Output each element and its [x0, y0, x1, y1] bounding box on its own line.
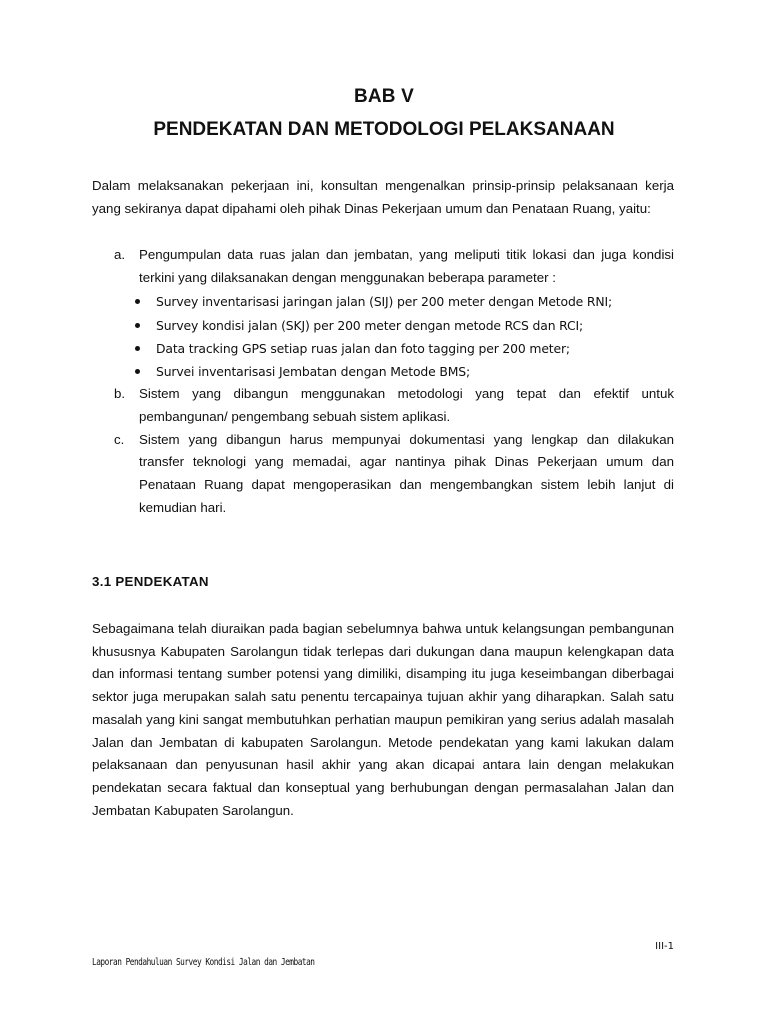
bullet-list	[139, 290, 674, 383]
list-item-text: Sistem yang dibangun menggunakan metodologi yang tepat dan efektif untuk pembangunan/ pengembang sebuah sistem aplikasi.	[139, 386, 674, 424]
bullet-dot-icon	[135, 299, 140, 304]
chapter-title: PENDEKATAN DAN METODOLOGI PELAKSANAAN	[153, 119, 615, 140]
bullet-text: Survey inventarisasi jaringan jalan (SIJ) per 200 meter dengan Metode RNI;	[156, 294, 613, 310]
list-item-b	[92, 383, 674, 428]
page-footer: Laporan Pendahuluan Survey Kondisi Jalan dan Jembatan	[92, 957, 315, 968]
bullet-item	[139, 337, 674, 360]
page-number: III-1	[655, 941, 674, 952]
list-item-text: Sistem yang dibangun harus mempunyai dokumentasi yang lengkap dan dilakukan transfer teknologi yang memadai, agar nantinya pihak Dinas Pekerjaan umum dan Penataan Ruang dapat mengoperasikan dan mengembangkan sistem lebih lanjut di kemudian hari.	[139, 431, 674, 515]
intro-paragraph: Dalam melaksanakan pekerjaan ini, konsultan mengenalkan prinsip-prinsip pelaksanaan kerja yang sekiranya dapat dipahami oleh pihak Dinas Pekerjaan umum dan Penataan Ruang, yaitu:	[92, 178, 674, 216]
chapter-number: BAB V	[353, 86, 415, 107]
bullet-item	[139, 314, 674, 337]
list-item-c	[92, 429, 674, 520]
section-paragraph: Sebagaimana telah diuraikan pada bagian sebelumnya bahwa untuk kelangsungan pembangunan khususnya Kabupaten Sarolangun tidak terlepas dari dukungan dana maupun kelengkapan data dan informasi tentang sumber potensi yang dimiliki, disamping itu juga keseimbangan diberbagai sektor juga merupakan salah satu penentu tercapainya tujuan akhir yang diharapkan. Salah satu masalah yang kini sangat membutuhkan perhatian maupun pemikiran yang serius adalah masalah Jalan dan Jembatan di kabupaten Sarolangun. Metode pendekatan yang kami lakukan dalam pelaksanaan dan penyusunan hasil akhir yang akan dicapai antara lain dengan melakukan pendekatan secara faktual dan konseptual yang berhubungan dengan permasalahan Jalan dan Jembatan Kabupaten Sarolangun.	[92, 621, 674, 818]
section-heading: 3.1 PENDEKATAN	[92, 574, 209, 589]
list-item-letter: a.	[114, 247, 126, 262]
lettered-list	[92, 244, 674, 519]
bullet-text: Survey kondisi jalan (SKJ) per 200 meter dengan metode RCS dan RCI;	[156, 317, 584, 333]
list-item-letter: b.	[114, 386, 126, 402]
bullet-dot-icon	[135, 369, 140, 374]
bullet-dot-icon	[135, 346, 140, 351]
bullet-text: Survei inventarisasi Jembatan dengan Metode BMS;	[156, 364, 470, 380]
bullet-text: Data tracking GPS setiap ruas jalan dan foto tagging per 200 meter;	[156, 340, 570, 356]
list-item-letter: c.	[114, 431, 125, 447]
bullet-item	[139, 290, 674, 313]
list-item-a	[92, 244, 674, 383]
bullet-dot-icon	[135, 323, 140, 328]
bullet-item	[139, 360, 674, 383]
list-item-text: Pengumpulan data ruas jalan dan jembatan, yang meliputi titik lokasi dan juga kondisi terkini yang dilaksanakan dengan menggunakan beberapa parameter :	[139, 247, 674, 285]
